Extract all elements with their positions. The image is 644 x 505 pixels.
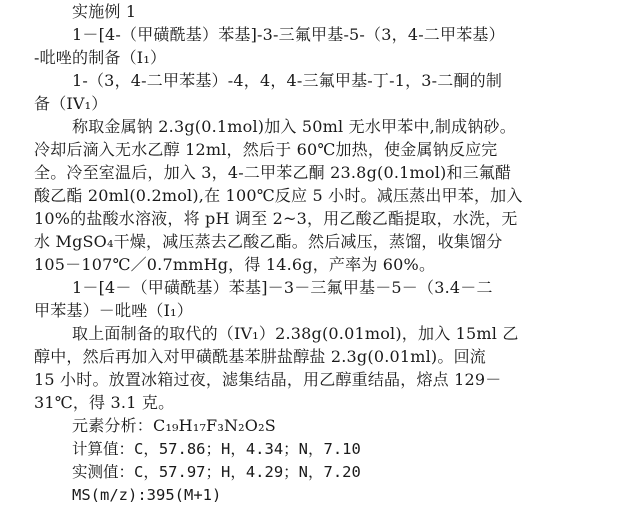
synthesis-line-4: 31℃，得 3.1 克。 bbox=[34, 393, 175, 412]
calculated-values: 计算值：C，57.86；H，4.34；N，7.10 bbox=[72, 440, 361, 458]
elemental-analysis: 元素分析：C₁₉H₁₇F₃N₂O₂S bbox=[72, 416, 276, 435]
mass-spec-result: MS(m/z):395(M+1) bbox=[72, 486, 222, 504]
procedure-line-5: 10%的盐酸水溶液，将 pH 调至 2~3，用乙酸乙酯提取，水洗，无 bbox=[34, 209, 518, 228]
procedure-line-2: 冷却后滴入无水乙醇 12ml，然后于 60℃加热，使金属钠反应完 bbox=[34, 140, 498, 159]
intermediate-title-line-2: 备（IV₁） bbox=[34, 94, 108, 113]
synthesis-line-1: 取上面制备的取代的（IV₁）2.38g(0.01mol)，加入 15ml 乙 bbox=[72, 324, 519, 343]
procedure-line-7: 105－107℃／0.7mmHg，得 14.6g，产率为 60%。 bbox=[34, 255, 436, 274]
example-heading: 实施例 1 bbox=[72, 2, 137, 21]
procedure-line-1: 称取金属钠 2.3g(0.1mol)加入 50ml 无水甲苯中,制成钠砂。 bbox=[72, 117, 516, 136]
procedure-line-6: 水 MgSO₄干燥，减压蒸去乙酸乙酯。然后减压，蒸馏，收集馏分 bbox=[34, 232, 503, 251]
measured-values: 实测值：C，57.97；H，4.29；N，7.20 bbox=[72, 463, 361, 481]
product-title-line-1: 1－[4－（甲磺酰基）苯基]－3－三氟甲基－5－（3.4－二 bbox=[72, 278, 493, 297]
compound-title-line-2: -吡唑的制备（I₁） bbox=[34, 48, 167, 67]
compound-title-line-1: 1－[4-（甲磺酰基）苯基]-3-三氟甲基-5-（3，4-二甲苯基） bbox=[72, 25, 505, 44]
intermediate-title-line-1: 1-（3，4-二甲苯基）-4，4，4-三氟甲基-丁-1，3-二酮的制 bbox=[72, 71, 503, 90]
procedure-line-4: 酸乙酯 20ml(0.2mol),在 100℃反应 5 小时。减压蒸出甲苯，加入 bbox=[34, 186, 523, 205]
synthesis-line-3: 15 小时。放置冰箱过夜，滤集结晶，用乙醇重结晶，熔点 129－ bbox=[34, 370, 502, 389]
procedure-line-3: 全。冷至室温后，加入 3，4-二甲苯乙酮 23.8g(0.1mol)和三氟醋 bbox=[34, 163, 512, 182]
synthesis-line-2: 醇中，然后再加入对甲磺酰基苯肼盐醇盐 2.3g(0.01ml)。回流 bbox=[34, 347, 486, 366]
product-title-line-2: 甲苯基）－吡唑（I₁） bbox=[34, 301, 193, 320]
